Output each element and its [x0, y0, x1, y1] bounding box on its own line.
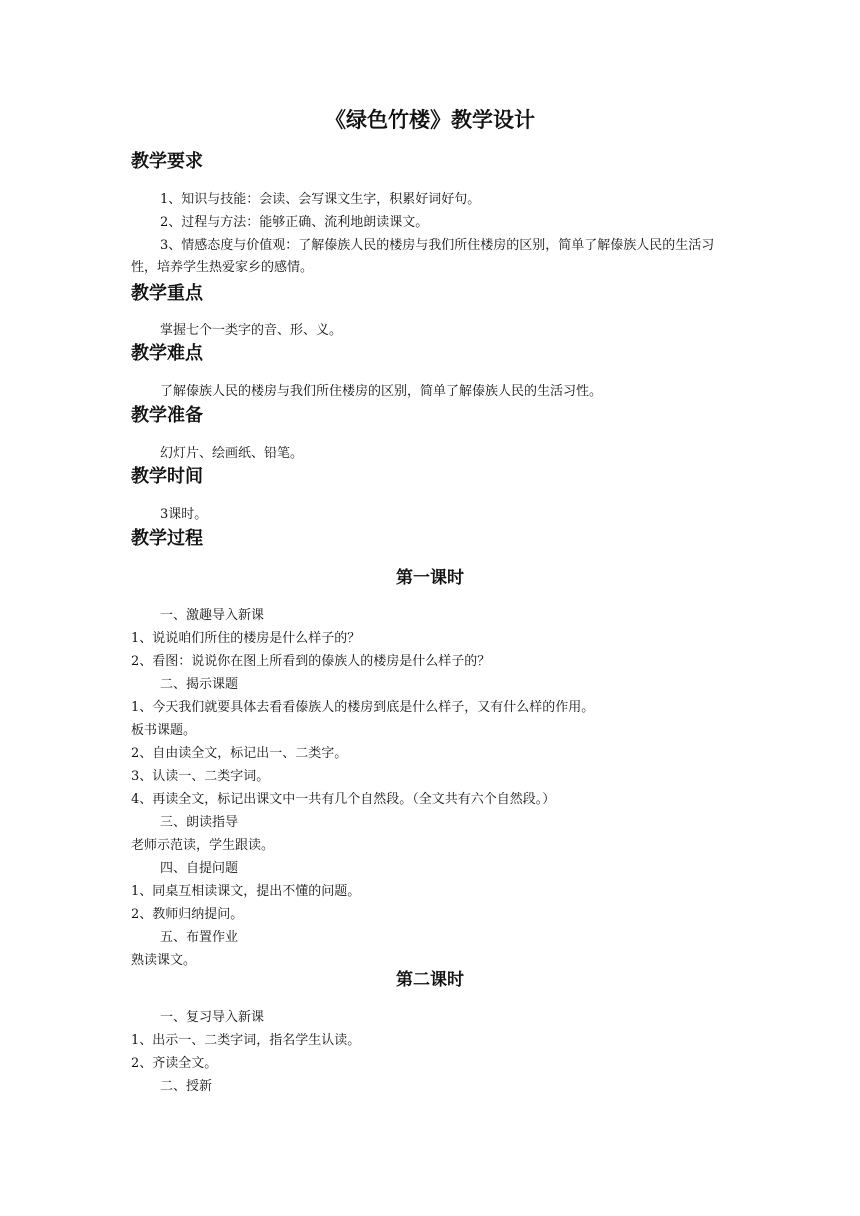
heading-process: 教学过程	[131, 528, 203, 549]
document-title: 《绿色竹楼》教学设计	[325, 108, 535, 132]
lesson1-line: 一、激趣导入新课	[160, 608, 265, 623]
lesson1-line: 老师示范读，学生跟读。	[131, 838, 275, 853]
lesson2-line: 2、齐读全文。	[131, 1056, 218, 1071]
lesson1-line: 四、自提问题	[160, 861, 239, 876]
lesson1-line: 板书课题。	[131, 723, 197, 738]
lesson1-line: 二、揭示课题	[160, 677, 239, 692]
lesson1-line: 三、朗读指导	[160, 815, 239, 830]
heading-time: 教学时间	[131, 466, 203, 487]
requirement-item: 1、知识与技能：会读、会写课文生字，积累好词好句。	[160, 192, 481, 207]
lesson1-line: 2、自由读全文，标记出一、二类字。	[131, 746, 348, 761]
lesson1-line: 2、教师归纳提问。	[131, 907, 244, 922]
lesson2-line: 一、复习导入新课	[160, 1010, 265, 1025]
lesson2-line: 二、授新	[160, 1079, 213, 1094]
requirement-item: 2、过程与方法：能够正确、流利地朗读课文。	[160, 215, 429, 230]
lesson1-line: 1、今天我们就要具体去看看傣族人的楼房到底是什么样子，又有什么样的作用。	[131, 700, 595, 715]
heading-preparation: 教学准备	[131, 405, 203, 426]
lesson1-line: 1、同桌互相读课文，提出不懂的问题。	[131, 884, 361, 899]
preparation-text: 幻灯片、绘画纸、铅笔。	[160, 446, 304, 461]
difficulties-text: 了解傣族人民的楼房与我们所住楼房的区别，简单了解傣族人民的生活习性。	[160, 384, 603, 399]
time-text: 3课时。	[160, 507, 208, 522]
requirement-item	[131, 235, 731, 279]
lesson1-title: 第一课时	[396, 568, 464, 588]
lesson1-line: 1、说说咱们所住的楼房是什么样子的？	[131, 631, 361, 646]
lesson1-line: 2、看图：说说你在图上所看到的傣族人的楼房是什么样子的？	[131, 654, 491, 669]
heading-difficulties: 教学难点	[131, 343, 203, 364]
lesson1-line: 熟读课文。	[131, 953, 197, 968]
key-points-text: 掌握七个一类字的音、形、义。	[160, 323, 343, 338]
lesson2-line: 1、出示一、二类字词，指名学生认读。	[131, 1033, 361, 1048]
requirement-item-text: 3、情感态度与价值观：了解傣族人民的楼房与我们所住楼房的区别，简单了解傣族人民的生活习性，培养学生热爱家乡的感情。	[131, 238, 715, 275]
heading-key-points: 教学重点	[131, 283, 203, 304]
lesson1-line: 4、再读全文，标记出课文中一共有几个自然段。（全文共有六个自然段。）	[131, 792, 556, 807]
lesson1-line: 五、布置作业	[160, 930, 239, 945]
lesson1-line: 3、认读一、二类字词。	[131, 769, 270, 784]
lesson2-title: 第二课时	[396, 970, 464, 990]
heading-requirements: 教学要求	[131, 151, 203, 172]
